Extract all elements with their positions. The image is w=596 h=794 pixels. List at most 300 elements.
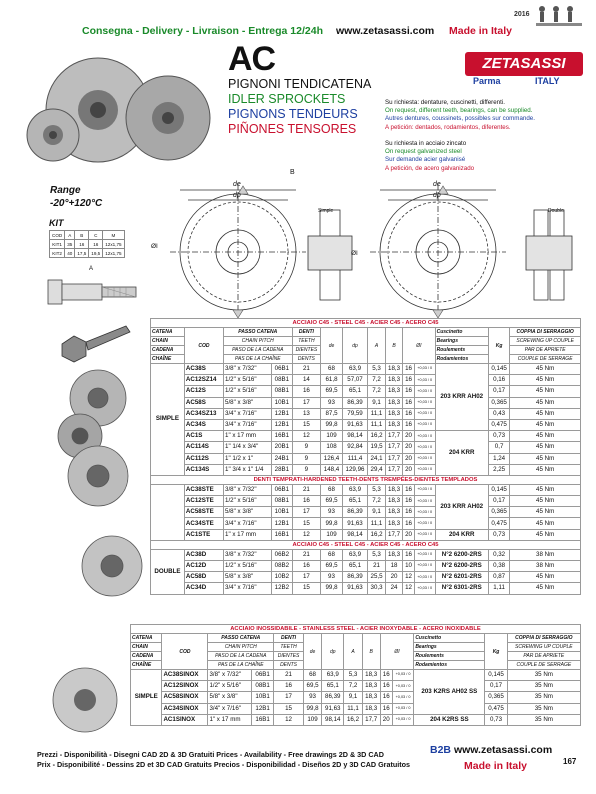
tolerance-value: +0,03 / 0	[417, 388, 433, 393]
s-col-denti-en: TEETH	[274, 643, 304, 652]
tolerance-cell	[414, 496, 435, 507]
s-col-de: de	[303, 634, 321, 670]
galv-note-es: A petición, de acero galvanizado	[385, 164, 475, 172]
chain-pitch: 1" x 17 mm	[224, 431, 272, 442]
chain-code: 08B1	[272, 375, 292, 386]
table-row	[131, 714, 581, 725]
footer-b2b: B2B	[430, 744, 452, 756]
torque-value: 45 Nm	[510, 397, 581, 408]
col-catena: CATENA	[151, 328, 185, 337]
chain-pitch: 3/8" x 7/32"	[224, 484, 272, 495]
col-bearing: Cuscinetto	[435, 328, 488, 337]
teeth-count: 9	[292, 464, 321, 475]
s-col-torque-fr: COUPLE DE SERRAGE	[507, 661, 580, 670]
teeth-count: 12	[292, 529, 321, 540]
tolerance-cell	[414, 561, 435, 572]
chain-code: 16B1	[272, 529, 292, 540]
table-row	[131, 681, 581, 692]
table-row	[151, 419, 581, 430]
s-col-passo-es: PASO DE LA CADENA	[208, 652, 274, 661]
chain-code: 16B1	[252, 714, 274, 725]
a-value: 16,2	[368, 431, 386, 442]
dp-value: 98,14	[342, 431, 368, 442]
chain-pitch: 1" x 17 mm	[224, 529, 272, 540]
dp-value: 57,07	[342, 375, 368, 386]
chain-code: 08B1	[272, 496, 292, 507]
kit-cell: 12x1,75	[103, 240, 124, 249]
s-col-denti: DENTI	[274, 634, 304, 643]
a-value: 19,5	[368, 442, 386, 453]
de-value: 68	[321, 484, 343, 495]
dp-value: 86,39	[322, 692, 344, 703]
note-en: On request, different teeth, bearings, can be supplied.	[385, 107, 533, 115]
teeth-count: 12	[274, 714, 304, 725]
chain-code: 12B1	[272, 419, 292, 430]
weight-value: 0,475	[488, 518, 510, 529]
steel-table	[150, 318, 581, 595]
weight-value: 0,38	[488, 561, 510, 572]
bore-value: 16	[403, 484, 415, 495]
tolerance-value: +0,03 / 0	[417, 467, 433, 472]
de-value: 93	[303, 692, 321, 703]
kit-cell: 17,5	[75, 249, 89, 258]
tolerance-cell	[392, 670, 414, 681]
torque-value: 45 Nm	[510, 375, 581, 386]
tolerance-value: +0,03 / 0	[417, 377, 433, 382]
zetasassi-logo	[465, 52, 585, 86]
s-col-catena-es: CADENA	[131, 652, 162, 661]
torque-value: 45 Nm	[510, 572, 581, 583]
a-value: 7,2	[368, 375, 386, 386]
b-value: 17,7	[362, 714, 380, 725]
header-bar	[0, 0, 596, 37]
a-value: 25,5	[368, 572, 386, 583]
chain-code: 08B1	[272, 386, 292, 397]
bearing-type: N°2 6201-2RS	[435, 572, 488, 583]
teeth-count: 21	[292, 549, 321, 560]
de-value: 93	[321, 572, 343, 583]
table-row	[151, 364, 581, 375]
teeth-count: 17	[292, 507, 321, 518]
de-value: 93	[321, 507, 343, 518]
chain-code: 12B1	[252, 703, 274, 714]
de-value: 109	[321, 529, 343, 540]
tolerance-cell	[414, 375, 435, 386]
kit-cell: 40	[65, 249, 75, 258]
subtitle-es: PIÑONES TENSORES	[228, 122, 357, 136]
product-code: AC134S	[184, 464, 223, 475]
chain-code: 06B2	[272, 549, 292, 560]
b-value: 17,7	[385, 529, 403, 540]
teeth-count: 21	[292, 364, 321, 375]
workers-icon	[534, 3, 584, 33]
product-code: AC34D	[184, 583, 223, 594]
product-code: AC58S	[184, 397, 223, 408]
b-value: 17,7	[385, 442, 403, 453]
table-row	[151, 572, 581, 583]
kit-header: B	[75, 231, 89, 240]
range-label: Range	[50, 185, 81, 196]
a-value: 5,3	[344, 670, 362, 681]
teeth-count: 15	[274, 703, 304, 714]
teeth-count: 15	[292, 419, 321, 430]
tolerance-cell	[414, 364, 435, 375]
chain-pitch: 3/8" x 7/32"	[224, 364, 272, 375]
footer-info	[37, 750, 410, 770]
bore-value: 20	[403, 453, 415, 464]
drawing-label-b: B	[290, 169, 295, 176]
weight-value: 0,365	[488, 507, 510, 518]
teeth-count: 17	[292, 572, 321, 583]
weight-value: 1,24	[488, 453, 510, 464]
bore-value: 16	[403, 364, 415, 375]
teeth-count: 16	[274, 681, 304, 692]
teeth-count: 17	[274, 692, 304, 703]
bore-value: 16	[403, 408, 415, 419]
tolerance-value: +0,03 / 0	[417, 585, 433, 590]
tolerance-cell	[414, 549, 435, 560]
table-row	[131, 692, 581, 703]
kit-cell: 19,5	[89, 249, 103, 258]
note-es: A petición: dentados, rodamientos, diferentes.	[385, 123, 511, 131]
product-code: AC38STE	[184, 484, 223, 495]
weight-value: 0,7	[488, 442, 510, 453]
a-value: 9,1	[344, 692, 362, 703]
de-value: 148,4	[321, 464, 343, 475]
dp-value: 111,4	[342, 453, 368, 464]
tolerance-cell	[392, 692, 414, 703]
s-col-passo-fr: PAS DE LA CHAÎNE	[208, 661, 274, 670]
b-value: 18,3	[385, 375, 403, 386]
bearing-type: N°2 6301-2RS	[435, 583, 488, 594]
kit-dim-a: A	[89, 266, 94, 272]
product-code: AC12STE	[184, 496, 223, 507]
col-b: B	[385, 328, 403, 364]
chain-pitch: 3/4" x 7/16"	[224, 518, 272, 529]
year-label: 2016	[514, 11, 530, 18]
b-value: 18,3	[385, 484, 403, 495]
tolerance-value: +0,03 / 0	[417, 552, 433, 557]
s-col-denti-es: DIENTES	[274, 652, 304, 661]
double-banner: ACCIAIO C45 - STEEL C45 - ACIER C45 - ACERO C45	[151, 540, 581, 549]
request-notes	[385, 99, 535, 132]
weight-value: 0,73	[485, 714, 507, 725]
drawing-label-double: Double	[548, 208, 564, 214]
b-value: 17,7	[385, 431, 403, 442]
bearing-type: 203 KRR AH02	[435, 364, 488, 431]
dp-value: 63,9	[342, 549, 368, 560]
page-number: 167	[563, 757, 577, 766]
s-col-cod: COD	[162, 634, 208, 670]
dp-value: 65,1	[322, 681, 344, 692]
stainless-banner: ACCIAIO INOSSIDABILE - STAINLESS STEEL - ACIER INOXYDABLE - ACERO INOXIDABLE	[131, 625, 581, 634]
group-label: DOUBLE	[151, 549, 185, 594]
tolerance-cell	[414, 507, 435, 518]
b-value: 18,3	[385, 507, 403, 518]
chain-pitch: 1/2" x 5/16"	[224, 386, 272, 397]
tolerance-value: +0,03 / 0	[417, 422, 433, 427]
group-label: SIMPLE	[151, 364, 185, 476]
b-value: 18,3	[385, 408, 403, 419]
a-value: 9,1	[368, 397, 386, 408]
bore-value: 16	[380, 703, 392, 714]
dp-value: 91,63	[342, 419, 368, 430]
kit-block	[49, 218, 125, 258]
torque-value: 45 Nm	[510, 507, 581, 518]
weight-value: 0,43	[488, 408, 510, 419]
col-catena-fr: CHAÎNE	[151, 355, 185, 364]
chain-pitch: 1" 1/4 x 3/4"	[224, 442, 272, 453]
chain-pitch: 3/4" x 7/16"	[224, 583, 272, 594]
table-row	[131, 703, 581, 714]
footer-url[interactable]: www.zetasassi.com	[453, 744, 553, 756]
b-value: 18,3	[362, 670, 380, 681]
teeth-count: 16	[292, 561, 321, 572]
tolerance-value: +0,03 / 0	[417, 366, 433, 371]
table-row	[151, 561, 581, 572]
s-col-a: A	[344, 634, 362, 670]
dp-value: 86,39	[342, 397, 368, 408]
kit-cell: 16	[75, 240, 89, 249]
torque-value: 35 Nm	[507, 692, 580, 703]
bore-value: 20	[403, 464, 415, 475]
de-value: 108	[321, 442, 343, 453]
teeth-count: 16	[292, 496, 321, 507]
bore-value: 16	[380, 670, 392, 681]
col-catena-en: CHAIN	[151, 337, 185, 346]
galv-note-it: Su richiesta in acciaio zincato	[385, 140, 467, 147]
chain-code: 12B2	[272, 583, 292, 594]
tolerance-cell	[414, 408, 435, 419]
tolerance-cell	[414, 518, 435, 529]
product-code: AC12S	[184, 386, 223, 397]
dp-value: 98,14	[322, 714, 344, 725]
dp-value: 91,63	[342, 518, 368, 529]
logo-brand: ZETASASSI	[465, 52, 583, 76]
s-col-catena-fr: CHAÎNE	[131, 661, 162, 670]
kit-cell: 35	[65, 240, 75, 249]
product-code: AC112S	[184, 453, 223, 464]
table-row	[151, 453, 581, 464]
col-dp: dp	[342, 328, 368, 364]
a-value: 11,1	[368, 419, 386, 430]
s-col-denti-fr: DENTS	[274, 661, 304, 670]
col-bearing-es: Rodamientos	[435, 355, 488, 364]
chain-pitch: 3/4" x 7/16"	[224, 408, 272, 419]
dp-value: 91,63	[342, 583, 368, 594]
b-value: 17,7	[385, 453, 403, 464]
tolerance-value: +0,03 / 0	[417, 487, 433, 492]
header-url[interactable]: www.zetasassi.com	[336, 25, 435, 37]
table-row	[151, 386, 581, 397]
group-label: SIMPLE	[131, 670, 162, 726]
teeth-banner: DENTI TEMPRATI-HARDENED TEETH-DENTS TREMPÉES-DIENTES TEMPLADOS	[151, 475, 581, 484]
chain-code: 12B1	[272, 518, 292, 529]
de-value: 99,8	[321, 583, 343, 594]
b-value: 18	[385, 561, 403, 572]
product-code: AC38D	[184, 549, 223, 560]
a-value: 5,3	[368, 484, 386, 495]
de-value: 68	[303, 670, 321, 681]
torque-value: 45 Nm	[510, 464, 581, 475]
kit-header: A	[65, 231, 75, 240]
table-row	[151, 507, 581, 518]
dp-value: 63,9	[322, 670, 344, 681]
kit-header: C	[89, 231, 103, 240]
product-code: AC114S	[184, 442, 223, 453]
weight-value: 0,17	[485, 681, 507, 692]
chain-pitch: 1" x 17 mm	[208, 714, 252, 725]
b-value: 18,3	[385, 496, 403, 507]
b-value: 18,3	[362, 692, 380, 703]
kit-header: M	[103, 231, 124, 240]
torque-value: 45 Nm	[510, 518, 581, 529]
torque-value: 45 Nm	[510, 419, 581, 430]
product-code: AC58D	[184, 572, 223, 583]
chain-pitch: 1" 1/2 x 1"	[224, 453, 272, 464]
teeth-count: 16	[292, 386, 321, 397]
col-de: de	[321, 328, 343, 364]
teeth-count: 15	[292, 518, 321, 529]
weight-value: 0,32	[488, 549, 510, 560]
col-kg: Kg	[488, 328, 510, 364]
b-value: 18,3	[385, 397, 403, 408]
bearing-type: 203 KRR AH02	[435, 484, 488, 529]
bearing-type: 204 KRR	[435, 529, 488, 540]
col-catena-es: CADENA	[151, 346, 185, 355]
weight-value: 0,475	[485, 703, 507, 714]
drawing-label-dp-2: dp	[433, 192, 441, 199]
de-value: 99,8	[303, 703, 321, 714]
kit-header: COD	[50, 231, 65, 240]
col-denti-es: DIENTES	[292, 346, 321, 355]
s-col-bearing-en: Bearings	[414, 643, 485, 652]
a-value: 11,1	[368, 408, 386, 419]
logo-city: Parma	[473, 76, 501, 86]
chain-code: 10B1	[252, 692, 274, 703]
de-value: 93	[321, 397, 343, 408]
weight-value: 0,73	[488, 529, 510, 540]
product-code: AC12SINOX	[162, 681, 208, 692]
tolerance-cell	[414, 397, 435, 408]
product-code: AC1STE	[184, 529, 223, 540]
col-passo-es: PASO DE LA CADENA	[224, 346, 293, 355]
weight-value: 0,365	[485, 692, 507, 703]
kit-cell: 12x1,75	[103, 249, 124, 258]
drawing-label-oi-2: ØI	[351, 250, 358, 257]
dp-value: 79,59	[342, 408, 368, 419]
logo-country: ITALY	[535, 76, 560, 86]
a-value: 30,3	[368, 583, 386, 594]
tolerance-value: +0,03 / 0	[417, 411, 433, 416]
torque-value: 45 Nm	[510, 484, 581, 495]
product-code: AC38SINOX	[162, 670, 208, 681]
de-value: 69,5	[321, 561, 343, 572]
table-row	[151, 549, 581, 560]
table-row	[151, 583, 581, 594]
kit-cell: 16	[89, 240, 103, 249]
col-denti-fr: DENTS	[292, 355, 321, 364]
torque-value: 45 Nm	[510, 408, 581, 419]
col-torque-fr: COUPLE DE SERRAGE	[510, 355, 581, 364]
de-value: 87,5	[321, 408, 343, 419]
range-value: -20°+120°C	[50, 198, 103, 209]
drawing-label-oi: ØI	[151, 243, 158, 250]
footer-line-2: Prix - Disponibilité - Dessins 2D et 3D CAD Gratuits Precios - Disponibilidad - Diseños 2D y 3D CAD Gratuitos	[37, 760, 411, 769]
product-code: AC38S	[184, 364, 223, 375]
weight-value: 0,145	[488, 484, 510, 495]
chain-code: 10B2	[272, 572, 292, 583]
chain-pitch: 3/4" x 7/16"	[208, 703, 252, 714]
sprocket-photos-left	[40, 366, 150, 606]
tolerance-value: +0,03 / 0	[417, 444, 433, 449]
product-code: AC34S	[184, 419, 223, 430]
tolerance-cell	[414, 419, 435, 430]
tolerance-value: +0,03 / 0	[417, 433, 433, 438]
chain-pitch: 1/2" x 5/16"	[224, 375, 272, 386]
note-fr: Autres dentures, coussinets, possibles sur commande.	[385, 115, 535, 123]
subtitle-it: PIGNONI TENDICATENA	[228, 77, 372, 91]
bore-value: 12	[403, 583, 415, 594]
teeth-count: 9	[292, 442, 321, 453]
bore-value: 16	[403, 507, 415, 518]
sprocket-technical-drawing	[148, 170, 586, 318]
s-col-passo-en: CHAIN PITCH	[208, 643, 274, 652]
chain-code: 06B1	[272, 484, 292, 495]
bore-value: 16	[403, 518, 415, 529]
note-it: Su richiesta: dentature, cuscinetti, differenti.	[385, 99, 505, 106]
a-value: 11,1	[368, 518, 386, 529]
a-value: 9,1	[368, 507, 386, 518]
delivery-text: Consegna - Delivery - Livraison - Entrega 12/24h	[82, 25, 323, 37]
footer-brand	[430, 744, 553, 772]
table-row	[151, 442, 581, 453]
kit-bolt-drawing	[40, 262, 150, 372]
kit-cell: KIT2	[50, 249, 65, 258]
col-torque: COPPIA DI SERRAGGIO	[510, 328, 581, 337]
tolerance-cell	[414, 484, 435, 495]
torque-value: 35 Nm	[507, 714, 580, 725]
teeth-count: 21	[292, 484, 321, 495]
tolerance-value: +0,03 / 0	[417, 520, 433, 525]
table-row	[151, 397, 581, 408]
dp-value: 92,84	[342, 442, 368, 453]
dp-value: 86,39	[342, 572, 368, 583]
b-value: 17,7	[385, 464, 403, 475]
torque-value: 45 Nm	[510, 442, 581, 453]
a-value: 7,2	[368, 386, 386, 397]
product-code: AC1S	[184, 431, 223, 442]
product-code: AC58SINOX	[162, 692, 208, 703]
a-value: 5,3	[368, 364, 386, 375]
chain-pitch: 1/2" x 5/16"	[224, 496, 272, 507]
table-row	[151, 431, 581, 442]
s-col-kg: Kg	[485, 634, 507, 670]
tolerance-value: +0,03 / 0	[417, 532, 433, 537]
temperature-range	[50, 184, 102, 210]
s-col-torque: COPPIA DI SERRAGGIO	[507, 634, 580, 643]
stainless-sprocket-photo	[40, 660, 130, 740]
torque-value: 45 Nm	[510, 364, 581, 375]
s-col-catena-en: CHAIN	[131, 643, 162, 652]
chain-pitch: 3/4" x 7/16"	[224, 419, 272, 430]
tolerance-value: +0,03 / 0	[417, 498, 433, 503]
chain-code: 08B2	[272, 561, 292, 572]
bore-value: 16	[403, 419, 415, 430]
table-row	[151, 518, 581, 529]
bearing-type: N°2 6200-2RS	[435, 561, 488, 572]
dp-value: 63,9	[342, 364, 368, 375]
